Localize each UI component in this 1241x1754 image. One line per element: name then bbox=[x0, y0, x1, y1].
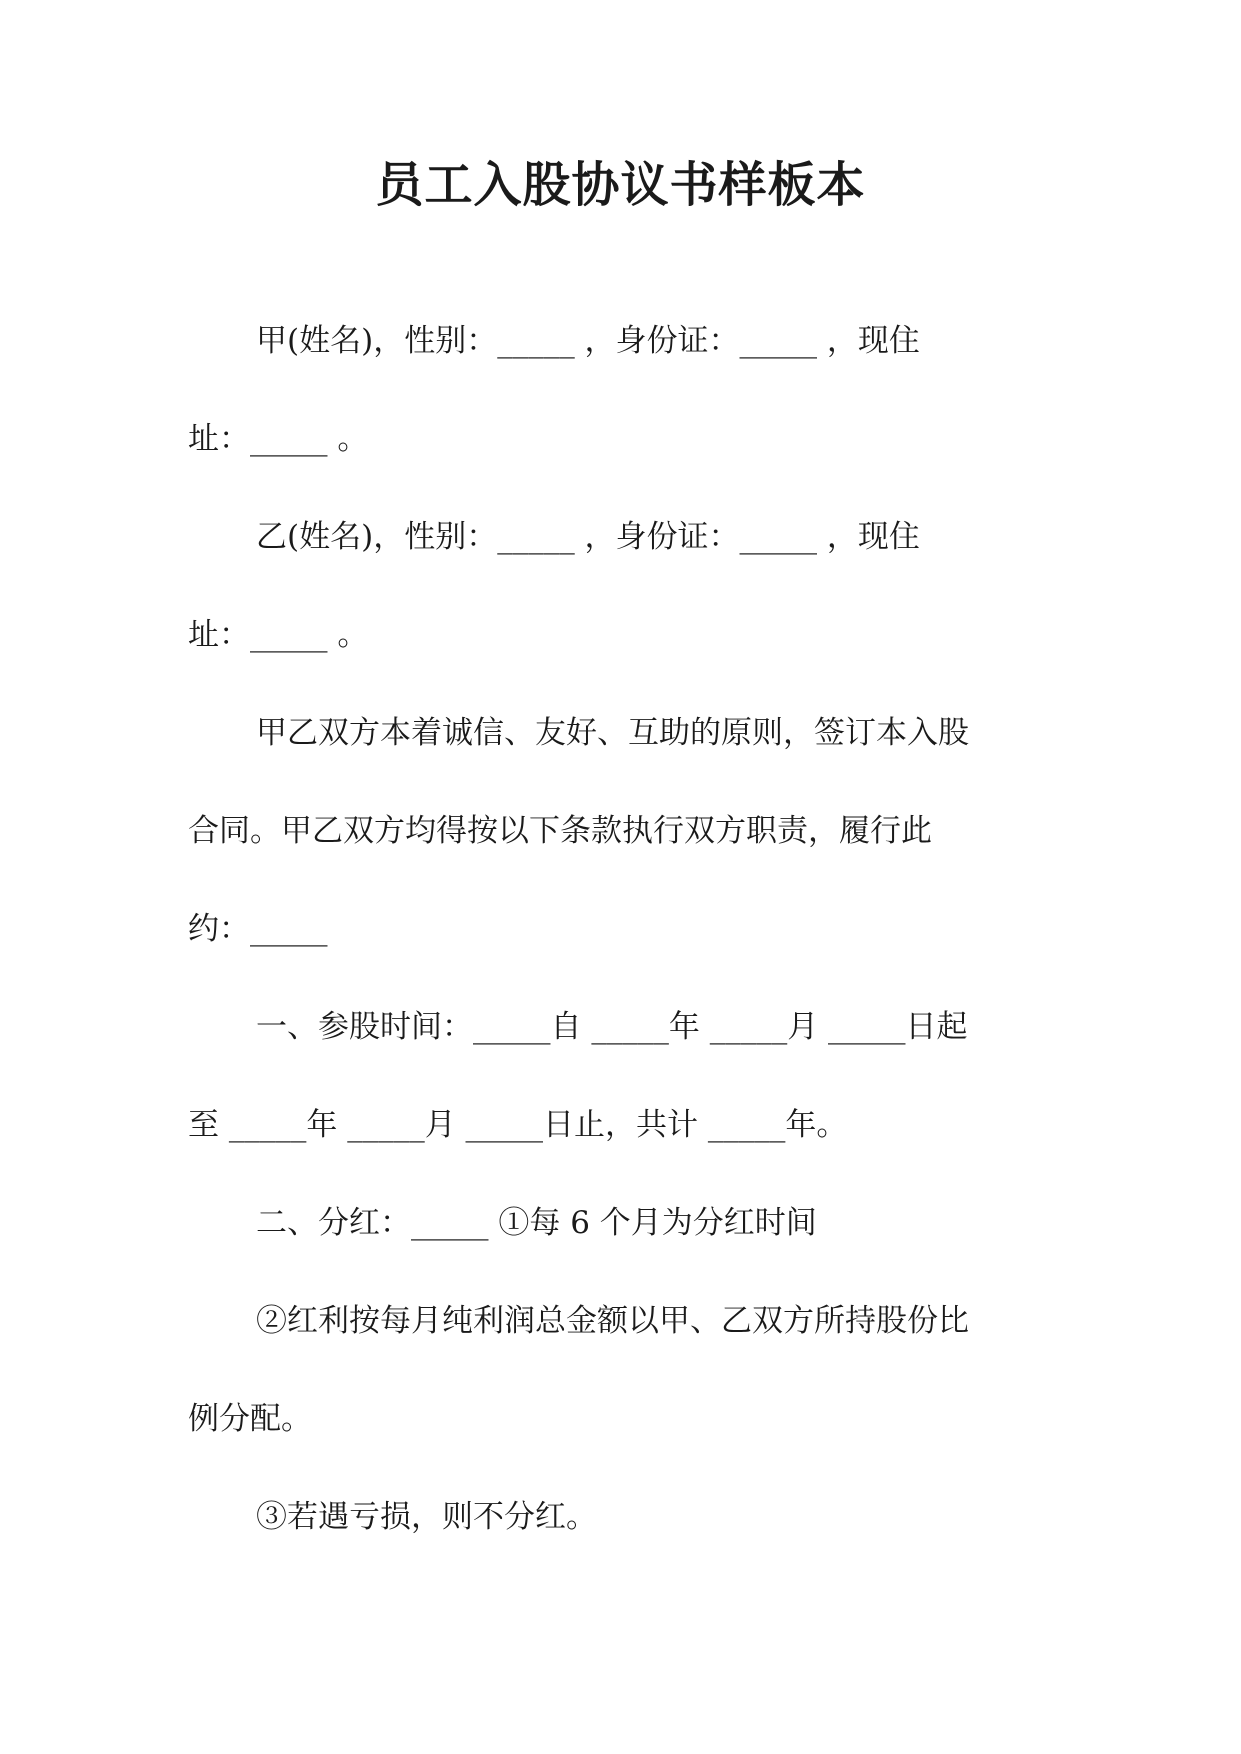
paragraph-party-a bbox=[188, 292, 1068, 488]
paragraph-line: 至 _____年 _____月 _____日止，共计 _____年。 bbox=[188, 1107, 848, 1143]
paragraph-principle bbox=[188, 684, 1068, 978]
document-title: 员工入股协议书样板本 bbox=[375, 157, 866, 213]
paragraph-clause-2 bbox=[188, 1174, 1068, 1272]
paragraph-line: 址：_____ 。 bbox=[188, 421, 369, 457]
paragraph-loss-rule bbox=[188, 1468, 1068, 1566]
paragraph-line: 合同。甲乙双方均得按以下条款执行双方职责，履行此 bbox=[188, 813, 932, 849]
paragraph-dividend-rule bbox=[188, 1272, 1068, 1468]
paragraph-line: ③若遇亏损，则不分红。 bbox=[256, 1499, 597, 1535]
paragraph-line: 二、分红：_____ ①每 6 个月为分红时间 bbox=[256, 1205, 817, 1241]
paragraph-line: 例分配。 bbox=[188, 1401, 312, 1437]
paragraph-line: ②红利按每月纯利润总金额以甲、乙双方所持股份比 bbox=[256, 1303, 969, 1339]
paragraph-line: 乙(姓名)，性别：_____ ，身份证：_____ ，现住 bbox=[256, 519, 920, 555]
paragraph-line: 一、参股时间：_____自 _____年 _____月 _____日起 bbox=[256, 1009, 968, 1045]
document-body bbox=[188, 292, 1068, 1566]
paragraph-line: 约：_____ bbox=[188, 911, 328, 947]
paragraph-line: 甲乙双方本着诚信、友好、互助的原则，签订本入股 bbox=[256, 715, 969, 751]
paragraph-clause-1 bbox=[188, 978, 1068, 1174]
paragraph-line: 甲(姓名)，性别：_____ ，身份证：_____ ，现住 bbox=[256, 323, 920, 359]
paragraph-line: 址：_____ 。 bbox=[188, 617, 369, 653]
paragraph-party-b bbox=[188, 488, 1068, 684]
